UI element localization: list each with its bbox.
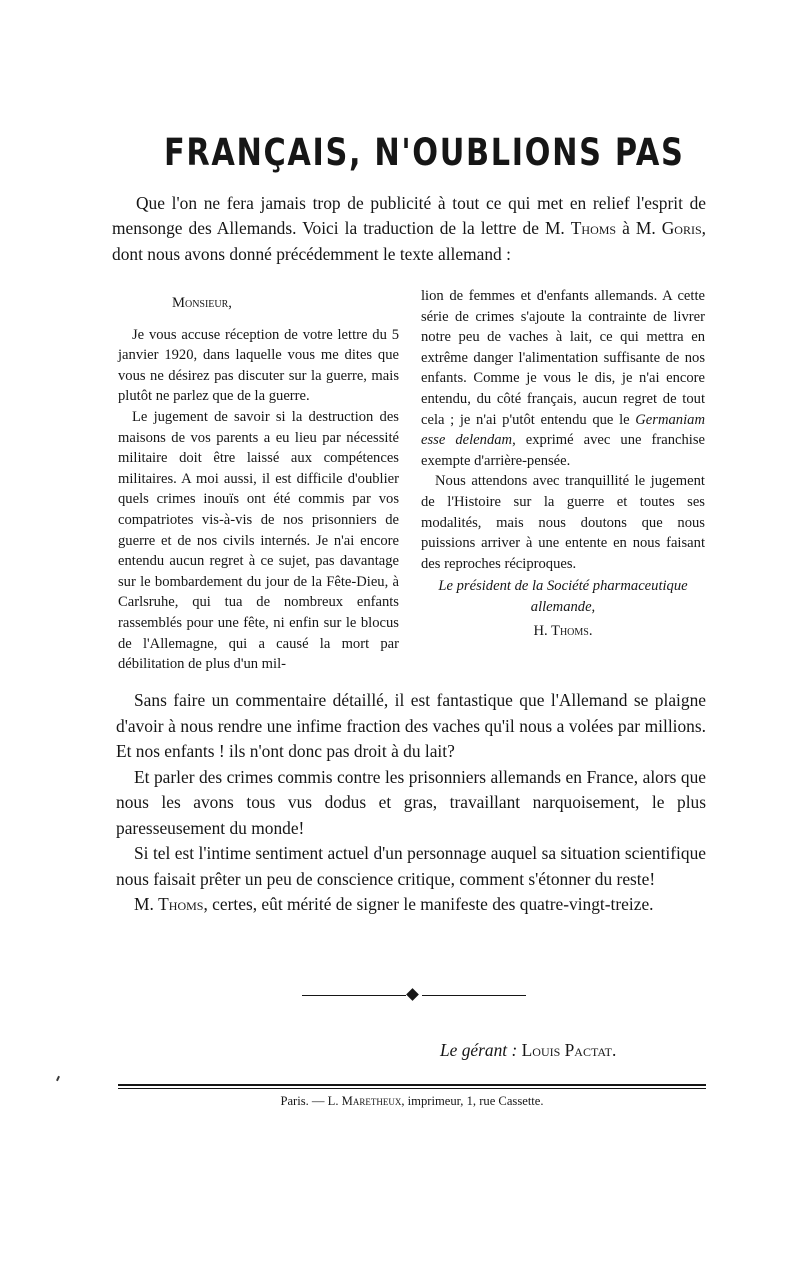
letter-paragraph-1: Je vous accuse réception de votre lettre du 5 janvier 1920, dans laquelle vous me dites que vous ne désirez pas discuter sur la guerre, mais plutôt ne parlez que de la guerre. — [118, 326, 399, 405]
commentary-name-thoms: Thoms — [158, 894, 204, 914]
intro-name-thoms: Thoms — [570, 218, 617, 239]
footer-rule-thick — [118, 1084, 706, 1086]
manager-signature — [440, 1038, 700, 1062]
imprint-suffix: , imprimeur, 1, rue Cassette. — [401, 1094, 544, 1108]
letter-column-right — [421, 286, 705, 641]
commentary-paragraph-4 — [116, 892, 706, 918]
imprint-printer-name: Maretheux — [341, 1094, 402, 1108]
signature-role: Le président de la Société pharmaceutique allemande, — [438, 578, 688, 615]
commentary-paragraph-1: Sans faire un commentaire détaillé, il est fantastique que l'Allemand se plaigne d'avoir à nous rendre une infime fraction des vaches qu'il nous a volées par millions. Et nos enfants ! ils n'ont donc pas droit à du lait? — [116, 690, 706, 761]
letter-paragraph-3: Nous attendons avec tranquillité le jugement de l'Histoire sur la guerre et toutes ses modalités, mais nous doutons que nous puissions arriver à une entente en nous faisant des reproches réciproques. — [421, 473, 705, 572]
signature-name: H. Thoms. — [533, 622, 593, 639]
imprint-prefix: Paris. — L. — [280, 1094, 342, 1108]
letter-p2-end-text: , exprimé avec une franchise exempte d'arrière-pensée. — [421, 432, 705, 469]
commentary-paragraph-2: Et parler des crimes commis contre les prisonniers allemands en France, alors que nous les avons tous vus dodus et gras, travaillant narquoisement, le plus paresseusement du monde! — [116, 766, 706, 838]
intro-name-goris: Goris — [661, 218, 702, 239]
letter-column-left — [118, 293, 399, 675]
commentary — [116, 688, 706, 918]
page-title: FRANÇAIS, N'OUBLIONS PAS — [164, 131, 685, 174]
manager-name: Louis Pactat. — [521, 1040, 617, 1060]
intro-text — [112, 191, 706, 267]
letter-paragraph-2: Le jugement de savoir si la destruction des maisons de vos parents a eu lieu par nécessité militaire doit être laissé aux compétences militaires. A moi aussi, il est difficile d'oublier quels crimes inouïs ont été commis par vos compatriotes vis-à-vis de nos prisonniers de guerre et de nos civils internés. Je n'ai encore entendu aucun regret à ce sujet, pas davantage sur le bombardement du jour de la Fête-Dieu, à Carlsruhe, qui tua de nombreux enfants rassemblés pour une fête, ni enfin sur le blocus de l'Allemagne, qui a causé la mort par débilitation de plus d'un mil- — [118, 408, 399, 673]
intro-text-b: à M. — [616, 218, 662, 239]
letter-salutation: Monsieur, — [172, 295, 232, 311]
section-divider — [302, 989, 526, 1001]
latin-phrase: Germaniam esse delendam — [421, 411, 705, 449]
manager-label: Le gérant : — [440, 1040, 518, 1060]
divider-line-left — [302, 995, 406, 996]
intro-paragraph — [112, 191, 706, 267]
intro-text-a: Que l'on ne fera jamais trop de publicité à tout ce qui met en relief l'esprit de mensonge des Allemands. Voici la traduction de la lettre de M. — [112, 193, 706, 239]
letter-p2-cont-text: lion de femmes et d'enfants allemands. A cette série de crimes s'ajoute la contrainte de livrer notre peu de vaches à lait, ce qui mettra en extrême danger l'alimentation suffisante de nos enfants. Comme je vous le dis, je n'ai encore entendu, du côté français, aucun regret de tout cela ; je n'ai p'utôt entendu que le — [421, 288, 705, 428]
letter-paragraph-2-continued — [421, 286, 705, 471]
print-speck — [56, 1076, 60, 1081]
intro-text-c: , dont nous avons donné précédemment le texte allemand : — [112, 218, 706, 264]
footer-rule-thin — [118, 1088, 706, 1089]
commentary-p4-rest: , certes, eût mérité de signer le manifeste des quatre-vingt-treize. — [203, 894, 654, 914]
commentary-p4-prefix: M. — [134, 894, 159, 914]
commentary-paragraph-3: Si tel est l'intime sentiment actuel d'un personnage auquel sa situation scientifique nous faisait prêter un peu de conscience critique, comment s'étonner du reste! — [116, 843, 706, 889]
divider-line-right — [422, 995, 526, 996]
printer-imprint — [118, 1093, 706, 1109]
diamond-ornament-icon — [406, 988, 419, 1001]
